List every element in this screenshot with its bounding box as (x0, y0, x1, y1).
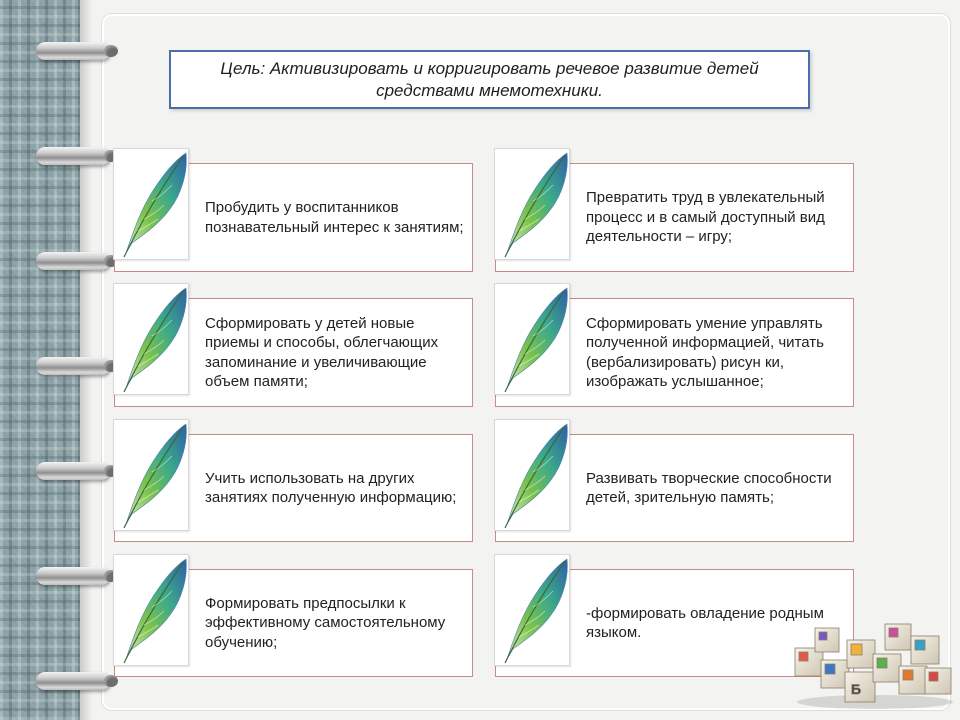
goal-item-text: Сформировать у детей новые приемы и способы, облегчающих запоминание и увеличивающие объем памяти; (205, 314, 439, 390)
goal-item-text: Учить использовать на других занятиях полученную информацию; (205, 469, 457, 506)
goal-item-text: Развивать творческие способности детей, зрительную память; (586, 469, 832, 506)
goal-item-text: Формировать предпосылки к эффективному самостоятельному обучению; (205, 594, 446, 651)
spiral-ring (36, 672, 110, 690)
spiral-ring (36, 147, 110, 165)
spiral-ring (36, 462, 110, 480)
goal-box (169, 50, 810, 109)
feather-icon (113, 419, 189, 531)
spiral-ring (36, 567, 110, 585)
spiral-ring (36, 252, 110, 270)
goal-item-text: Превратить труд в увлекательный процесс и в самый доступный вид деятельности – игру; (586, 189, 825, 246)
feather-icon (494, 148, 570, 260)
svg-text:Б: Б (851, 681, 862, 697)
feather-icon (113, 283, 189, 395)
goal-item-text: Пробудить у воспитанников познавательный интерес к занятиям; (205, 199, 464, 236)
spiral-ring (36, 357, 110, 375)
feather-icon (113, 554, 189, 666)
goal-item-text: Сформировать умение управлять полученной информацией, читать (вербализировать) рисун ки, изображать услышанное; (586, 314, 824, 390)
feather-icon (494, 419, 570, 531)
feather-icon (494, 283, 570, 395)
feather-icon (113, 148, 189, 260)
goal-text: Цель: Активизировать и корригировать речевое развитие детей средствами мнемотехники. (220, 58, 759, 100)
alphabet-blocks-icon (785, 610, 955, 710)
feather-icon (494, 554, 570, 666)
goal-item-text: -формировать овладение родным языком. (586, 604, 824, 641)
spiral-ring (36, 42, 110, 60)
